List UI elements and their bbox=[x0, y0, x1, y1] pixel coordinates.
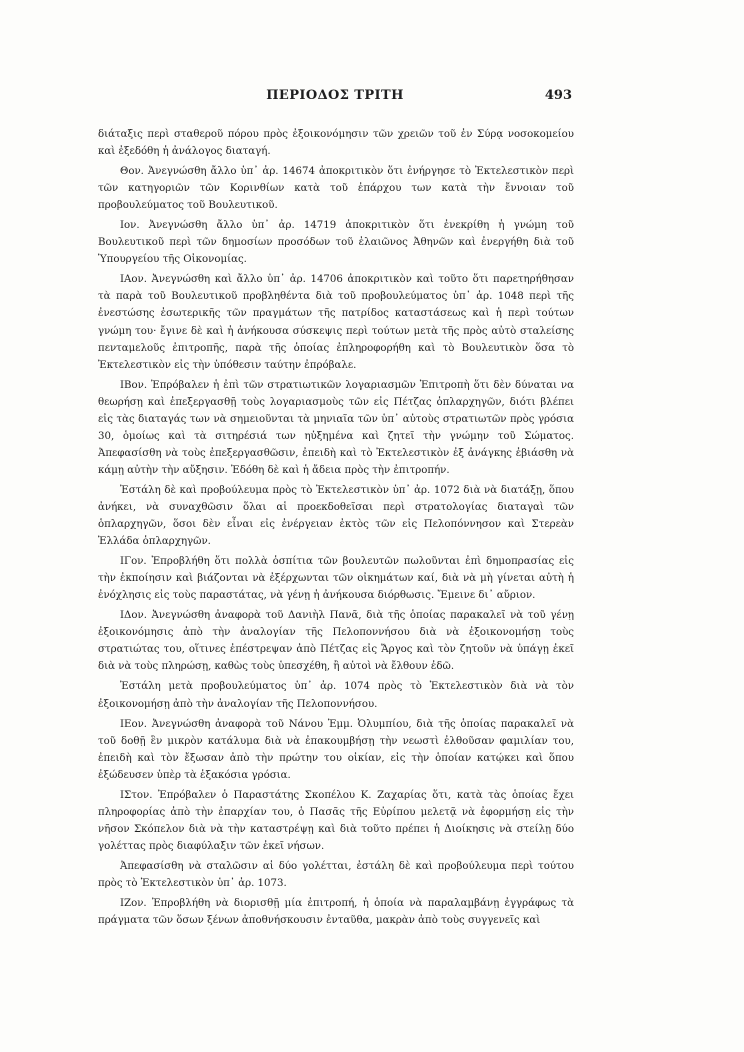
paragraph: ΙΖον. Ἐπροβλήθη νὰ διορισθῇ μία ἐπιτροπή, ἡ ὁποία νὰ παραλαμβάνῃ ἐγγράφως τὰ πράγματα τῶν ὅσων ξένων ἀποθνήσκουσιν ἐνταῦθα, μακρὰν ἀπὸ τοὺς συγγενεῖς καὶ bbox=[98, 898, 574, 927]
paragraph: Ἐστάλη μετὰ προβουλεύματος ὑπ᾽ ἀρ. 1074 πρὸς τὸ Ἐκτελεστικὸν διὰ νὰ τὸν ἐξοικονομήσῃ ἀπὸ τὴν ἀναλογίαν τῆς Πελοποννήσου. bbox=[98, 681, 574, 710]
paragraph: ΙΔον. Ἀνεγνώσθη ἀναφορὰ τοῦ Δανιὴλ Πανᾶ, διὰ τῆς ὁποίας παρακαλεῖ νὰ τοῦ γένῃ ἐξοικονόμησις ἀπὸ τὴν ἀναλογίαν τῆς Πελοποννήσου διὰ νὰ ἐξοικονομήσῃ τοὺς στρατιώτας του, οἵτινες ἐπέστρεψαν ἀπὸ Πέτζας εἰς Ἄργος καὶ τὸν ζητοῦν νὰ ὑπάγῃ ἐκεῖ διὰ νὰ τοὺς πληρώσῃ, καθὼς τοὺς ὑπεσχέθη, ἢ αὐτοὶ νὰ ἔλθουν ἐδῶ. bbox=[98, 610, 574, 673]
page-number: 493 bbox=[544, 88, 572, 103]
paragraph: Ιον. Ἀνεγνώσθη ἄλλο ὑπ᾽ ἀρ. 14719 ἀποκριτικὸν ὅτι ἐνεκρίθη ἡ γνώμη τοῦ Βουλευτικοῦ περὶ τῶν δημοσίων προσόδων τοῦ ἐλαιῶνος Ἀθηνῶν καὶ ἐνεργήθη διὰ τοῦ Ὑπουργείου τῆς Οἰκονομίας. bbox=[98, 220, 574, 266]
paragraph: ΙΓον. Ἐπροβλήθη ὅτι πολλὰ ὁσπίτια τῶν βουλευτῶν πωλοῦνται ἐπὶ δημοπρασίας εἰς τὴν ἐκποίησιν καὶ βιάζονται νὰ ἐξέρχωνται τῶν οἰκημάτων καί, διὰ νὰ μὴ γίνεται αὐτὴ ἡ ἐνόχλησις εἰς τοὺς παραστάτας, νὰ γένῃ ἡ ἀνήκουσα διόρθωσις. Ἔμεινε δι᾽ αὔριον. bbox=[98, 556, 574, 602]
paragraph: διάταξις περὶ σταθεροῦ πόρου πρὸς ἐξοικονόμησιν τῶν χρειῶν τοῦ ἐν Σύρᾳ νοσοκομείου καὶ ἐξεδόθη ἡ ἀνάλογος διαταγή. bbox=[98, 129, 574, 158]
running-head-title: ΠΕΡΙΟΔΟΣ ΤΡΙΤΗ bbox=[266, 88, 404, 103]
page-header bbox=[98, 88, 572, 110]
paragraph: ΙΑον. Ἀνεγνώσθη καὶ ἄλλο ὑπ᾽ ἀρ. 14706 ἀποκριτικὸν καὶ τοῦτο ὅτι παρετηρήθησαν τὰ παρὰ τοῦ Βουλευτικοῦ προβληθέντα διὰ τοῦ προβουλεύματος ὑπ᾽ ἀρ. 1048 περὶ τῆς ἐνεστώσης ἐσωτερικῆς τῶν πραγμάτων τῆς πατρίδος καταστάσεως καὶ ἡ περὶ τούτων γνώμη του· ἔγινε δὲ καὶ ἡ ἀνήκουσα σύσκεψις περὶ τούτων μετὰ τῆς πρὸς αὐτὸ σταλείσης πενταμελοῦς ἐπιτροπῆς, παρὰ τῆς ὁποίας ἐπληροφορήθη καὶ τὸ Βουλευτικὸν ὅσα τὸ Ἐκτελεστικὸν εἰς τὴν ὑπόθεσιν ταύτην ἐπρόβαλε. bbox=[98, 274, 574, 371]
paragraph: ΙΣτον. Ἐπρόβαλεν ὁ Παραστάτης Σκοπέλου Κ. Ζαχαρίας ὅτι, κατὰ τὰς ὁποίας ἔχει πληροφορίας ἀπὸ τὴν ἐπαρχίαν του, ὁ Πασᾶς τῆς Εὐρίπου μελετᾷ νὰ ἐφορμήσῃ εἰς τὴν νῆσον Σκόπελον διὰ νὰ τὴν καταστρέψῃ καὶ διὰ τοῦτο πρέπει ἡ Διοίκησις νὰ στείλῃ δύο γολέττας πρὸς διαφύλαξιν τῶν ἐκεῖ νήσων. bbox=[98, 789, 574, 852]
paragraph: Θον. Ἀνεγνώσθη ἄλλο ὑπ᾽ ἀρ. 14674 ἀποκριτικὸν ὅτι ἐνήργησε τὸ Ἐκτελεστικὸν περὶ τῶν κατηγοριῶν τῶν Κορινθίων κατὰ τοῦ ἐπάρχου των κατὰ τὴν ἔννοιαν τοῦ προβουλεύματος τοῦ Βουλευτικοῦ. bbox=[98, 166, 574, 212]
paragraph: ΙΒον. Ἐπρόβαλεν ἡ ἐπὶ τῶν στρατιωτικῶν λογαριασμῶν Ἐπιτροπὴ ὅτι δὲν δύναται να θεωρήσῃ καὶ ἐπεξεργασθῇ τοὺς λογαριασμοὺς τῶν εἰς Πέτζας ὁπλαρχηγῶν, διότι βλέπει εἰς τὰς διαταγάς των νὰ σημειοῦνται τὰ μηνιαῖα τῶν ὑπ᾽ αὐτοὺς στρατιωτῶν πρὸς γρόσια 30, ὁμοίως καὶ τὰ σιτηρέσιά των ηὐξημένα καὶ ζητεῖ τὴν γνώμην τοῦ Σώματος. Ἀπεφασίσθη νὰ τοὺς ἐπεξεργασθῶσιν, ἐπειδὴ καὶ τὸ Ἐκτελεστικὸν ἐξ ἀνάγκης ἐβιάσθη νὰ κάμῃ αὐτὴν τὴν αὔξησιν. Ἐδόθη δὲ καὶ ἡ ἄδεια πρὸς τὴν ἐπιτροπήν. bbox=[98, 379, 574, 476]
paragraph: Ἀπεφασίσθη νὰ σταλῶσιν αἱ δύο γολέτται, ἐστάλη δὲ καὶ προβούλευμα περὶ τούτου πρὸς τὸ Ἐκτελεστικὸν ὑπ᾽ ἀρ. 1073. bbox=[98, 860, 574, 889]
paragraph: ΙΕον. Ἀνεγνώσθη ἀναφορὰ τοῦ Νάνου Ἐμμ. Ὀλυμπίου, διὰ τῆς ὁποίας παρακαλεῖ νὰ τοῦ δοθῇ ἓν μικρὸν κατάλυμα διὰ νὰ ἐπακουμβήσῃ τὴν νεωστὶ ἐλθοῦσαν φαμιλίαν του, ἐπειδὴ καὶ τὸν ἔξωσαν ἀπὸ τὴν πρώτην του οἰκίαν, εἰς τὴν ὁποίαν κατῴκει καὶ ὅπου ἐξώδευσεν ὑπὲρ τὰ ἑξακόσια γρόσια. bbox=[98, 718, 574, 781]
paragraph: Ἐστάλη δὲ καὶ προβούλευμα πρὸς τὸ Ἐκτελεστικὸν ὑπ᾽ ἀρ. 1072 διὰ νὰ διατάξῃ, ὅπου ἀνήκει, νὰ συναχθῶσιν ὅλαι αἱ προεκδοθεῖσαι περὶ στρατολογίας διαταγαὶ τῶν ὁπλαρχηγῶν, ὅσοι δὲν εἶναι εἰς ἐνέργειαν ἐκτὸς τῶν εἰς Πελοπόννησον καὶ Στερεὰν Ἑλλάδα ὁπλαρχηγῶν. bbox=[98, 484, 574, 548]
document-body bbox=[98, 126, 574, 932]
